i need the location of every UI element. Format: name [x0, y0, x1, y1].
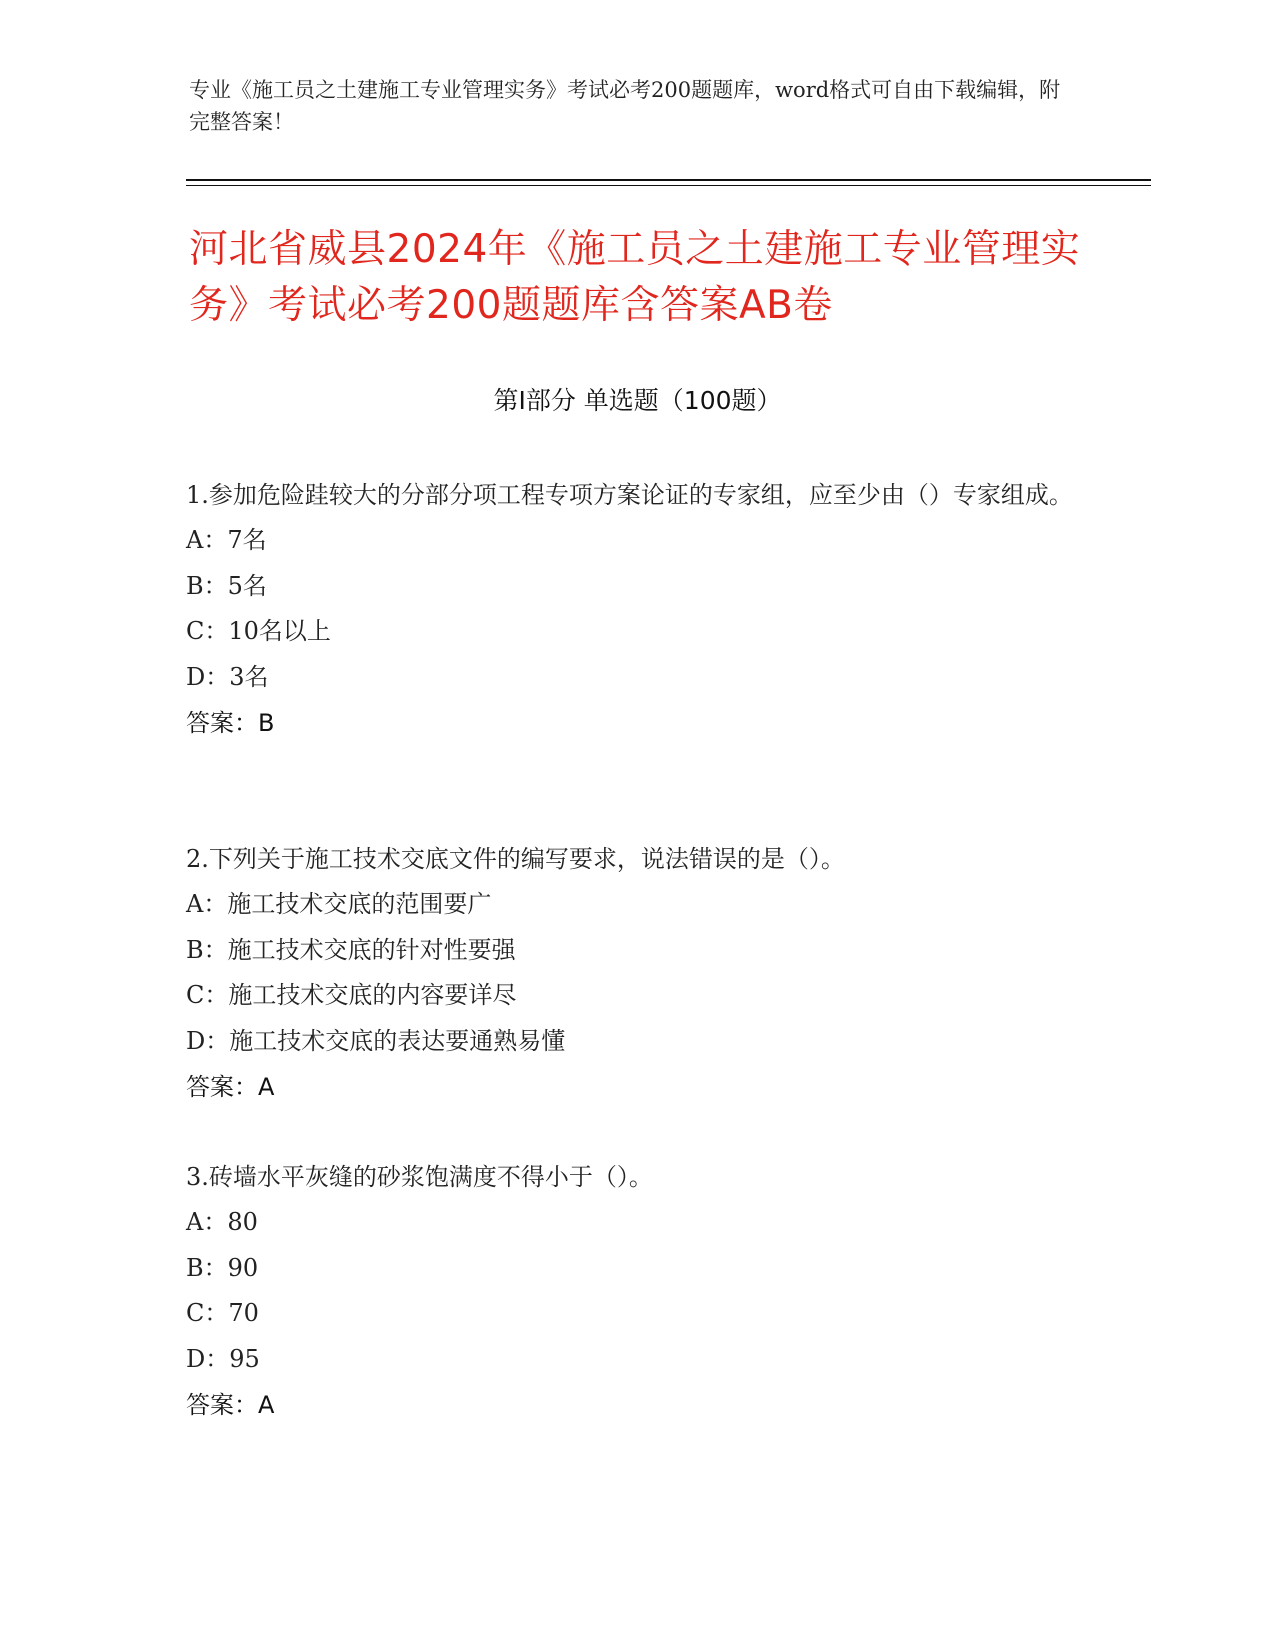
header-divider-thin	[186, 185, 1151, 186]
question-3	[186, 1155, 1076, 1428]
option-a: A：7名	[186, 526, 267, 554]
option-c: C：施工技术交底的内容要详尽	[186, 981, 517, 1009]
option-a: A：施工技术交底的范围要广	[186, 890, 492, 918]
question-stem: 3.砖墙水平灰缝的砂浆饱满度不得小于（）。	[186, 1163, 653, 1191]
option-b: B：施工技术交底的针对性要强	[186, 935, 516, 964]
section-heading: 第Ⅰ部分 单选题（100题）	[493, 386, 782, 415]
question-stem: 1.参加危险跬较大的分部分项工程专项方案论证的专家组，应至少由（）专家组成。	[186, 481, 1073, 509]
option-d: D：3名	[186, 662, 269, 691]
question-1	[186, 473, 1076, 746]
header-divider-thick	[186, 179, 1151, 181]
option-b: B：90	[186, 1253, 259, 1282]
answer: 答案：A	[186, 1073, 275, 1101]
question-2	[186, 837, 1076, 1110]
option-a: A：80	[186, 1208, 258, 1236]
option-d: D：施工技术交底的表达要通熟易懂	[186, 1026, 566, 1055]
document-title: 河北省威县2024年《施工员之土建施工专业管理实务》考试必考200题题库含答案AB卷	[189, 227, 1081, 328]
question-stem: 2.下列关于施工技术交底文件的编写要求，说法错误的是（）。	[186, 845, 845, 873]
option-c: C：10名以上	[186, 617, 331, 645]
answer: 答案：B	[186, 709, 275, 737]
option-b: B：5名	[186, 571, 267, 600]
option-c: C：70	[186, 1299, 259, 1327]
option-d: D：95	[186, 1344, 260, 1373]
answer: 答案：A	[186, 1391, 275, 1419]
header-note: 专业《施工员之土建施工专业管理实务》考试必考200题题库，word格式可自由下载编辑，附完整答案！	[189, 78, 1061, 134]
